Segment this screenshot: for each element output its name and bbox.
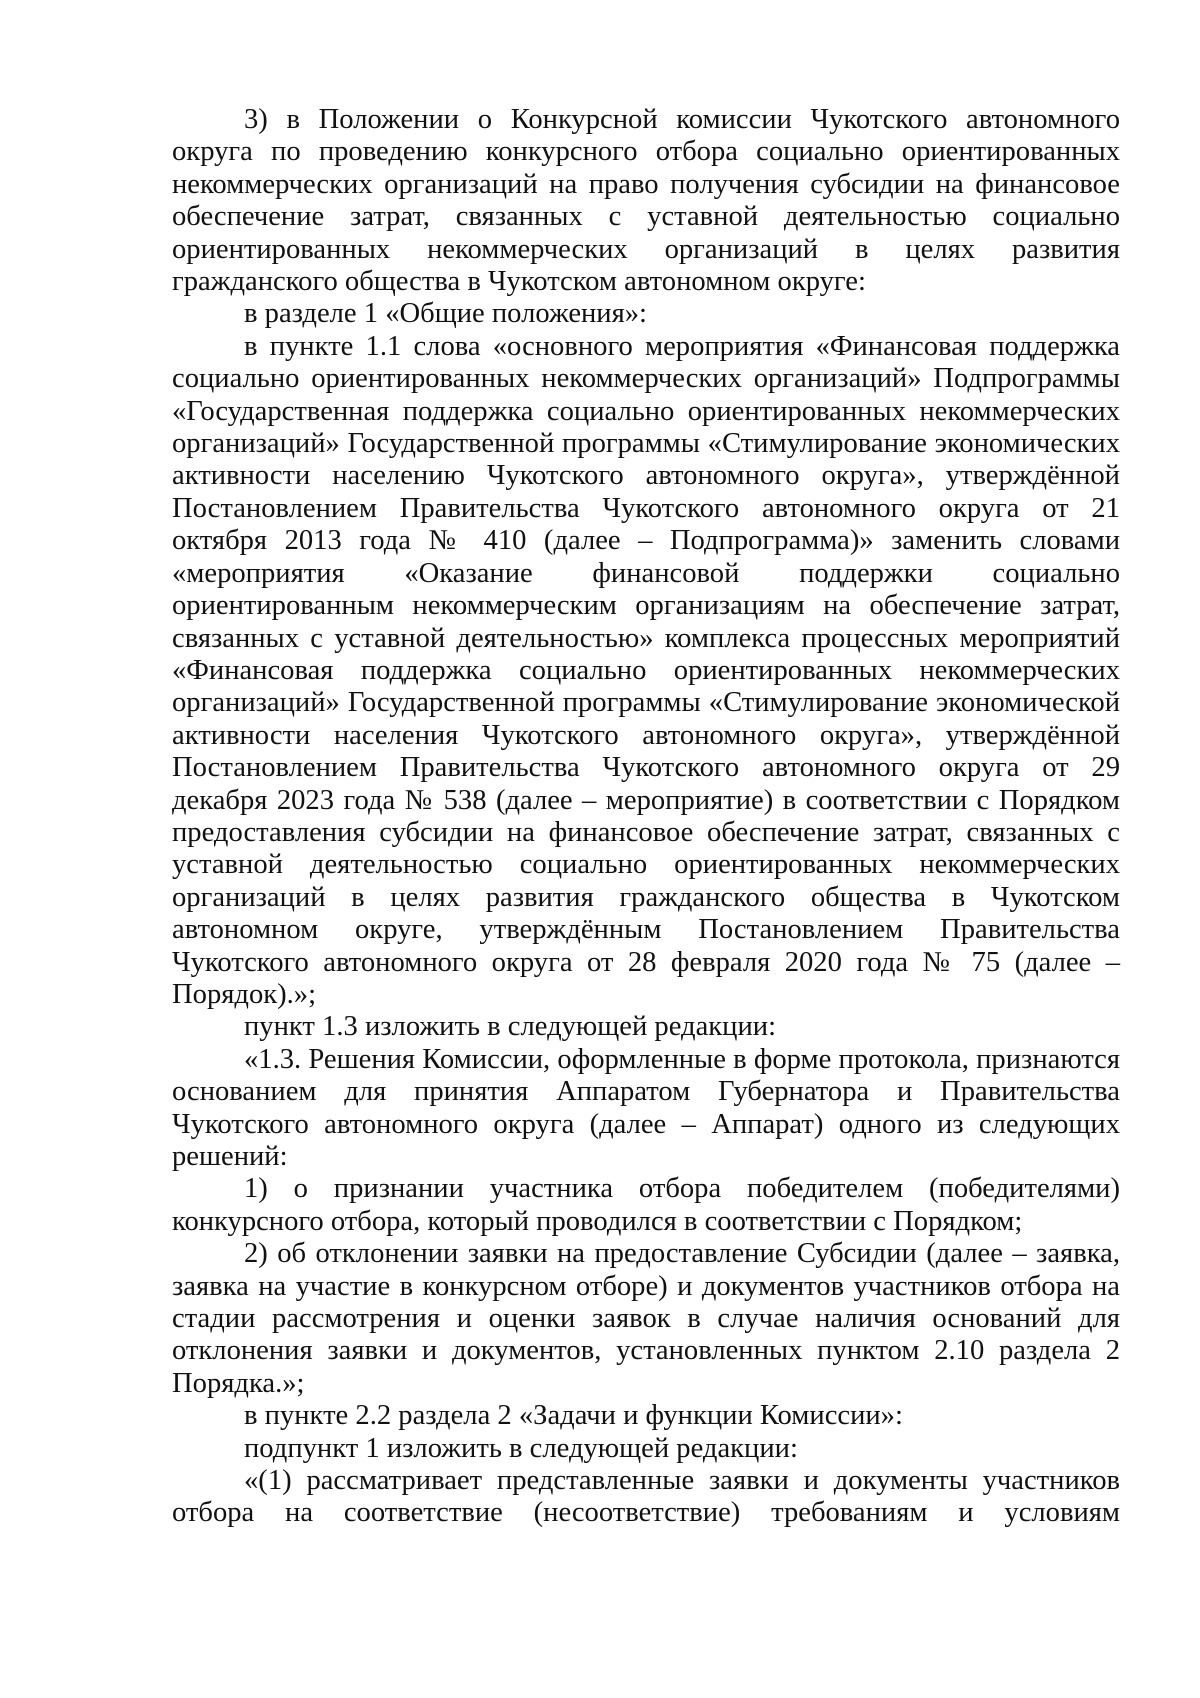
paragraph-clause-1-3-heading: пункт 1.3 изложить в следующей редакции: <box>244 1011 777 1043</box>
document-page <box>172 104 1120 1530</box>
paragraph-item-2: 2) об отклонении заявки на предоставление Субсидии (далее – заявка, заявка на участие в конкурсном отборе) и документов участников отбора на стадии рассмотрения и оценки заявок в случае наличия оснований для отклонения заявки и документов, установленных пунктом 2.10 раздела 2 Порядка.»; <box>172 1238 1120 1399</box>
paragraph-subclause-1-text: «(1) рассматривает представленные заявки и документы участников отбора на соответствие (несоответствие) требованиям и условиям <box>172 1465 1120 1529</box>
paragraph-subclause-1-heading: подпункт 1 изложить в следующей редакции: <box>244 1432 798 1464</box>
paragraph-item-1: 1) о признании участника отбора победителем (победителями) конкурсного отбора, который проводился в соответствии с Порядком; <box>172 1173 1120 1237</box>
paragraph-clause-1-3-text: «1.3. Решения Комиссии, оформленные в форме протокола, признаются основанием для принятия Аппаратом Губернатора и Правительства Чукотского автономного округа (далее – Аппарат) одного из следующих решений: <box>172 1043 1120 1172</box>
paragraph-section-1-heading: в разделе 1 «Общие положения»: <box>244 298 648 330</box>
paragraph-regulation-intro: 3) в Положении о Конкурсной комиссии Чукотского автономного округа по проведению конкурсного отбора социально ориентированных некоммерческих организаций на право получения субсидии на финансовое обеспечение затрат, связанных с уставной деятельностью социально ориентированных некоммерческих организаций в целях развития гражданского общества в Чукотском автономном округе: <box>172 104 1120 298</box>
paragraph-clause-1-1: в пункте 1.1 слова «основного мероприятия «Финансовая поддержка социально ориентированных некоммерческих организаций» Подпрограммы «Государственная поддержка социально ориентированных некоммерческих организаций» Государственной программы «Стимулирование экономических активности населению Чукотского автономного округа», утверждённой Постановлением Правительства Чукотского автономного округа от 21 октября 2013 года № 410 (далее – Подпрограмма)» заменить словами «мероприятия «Оказание финансовой поддержки социально ориентированным некоммерческим организациям на обеспечение затрат, связанных с уставной деятельностью» комплекса процессных мероприятий «Финансовая поддержка социально ориентированных некоммерческих организаций» Государственной программы «Стимулирование экономической активности населения Чукотского автономного округа», утверждённой Постановлением Правительства Чукотского автономного округа от 29 декабря 2023 года № 538 (далее – мероприятие) в соответствии с Порядком предоставления субсидии на финансовое обеспечение затрат, связанных с уставной деятельностью социально ориентированных некоммерческих организаций в целях развития гражданского общества в Чукотском автономном округе, утверждённым Постановлением Правительства Чукотского автономного округа от 28 февраля 2020 года № 75 (далее – Порядок).»; <box>172 330 1120 1010</box>
paragraph-clause-2-2-heading: в пункте 2.2 раздела 2 «Задачи и функции Комиссии»: <box>244 1400 903 1432</box>
